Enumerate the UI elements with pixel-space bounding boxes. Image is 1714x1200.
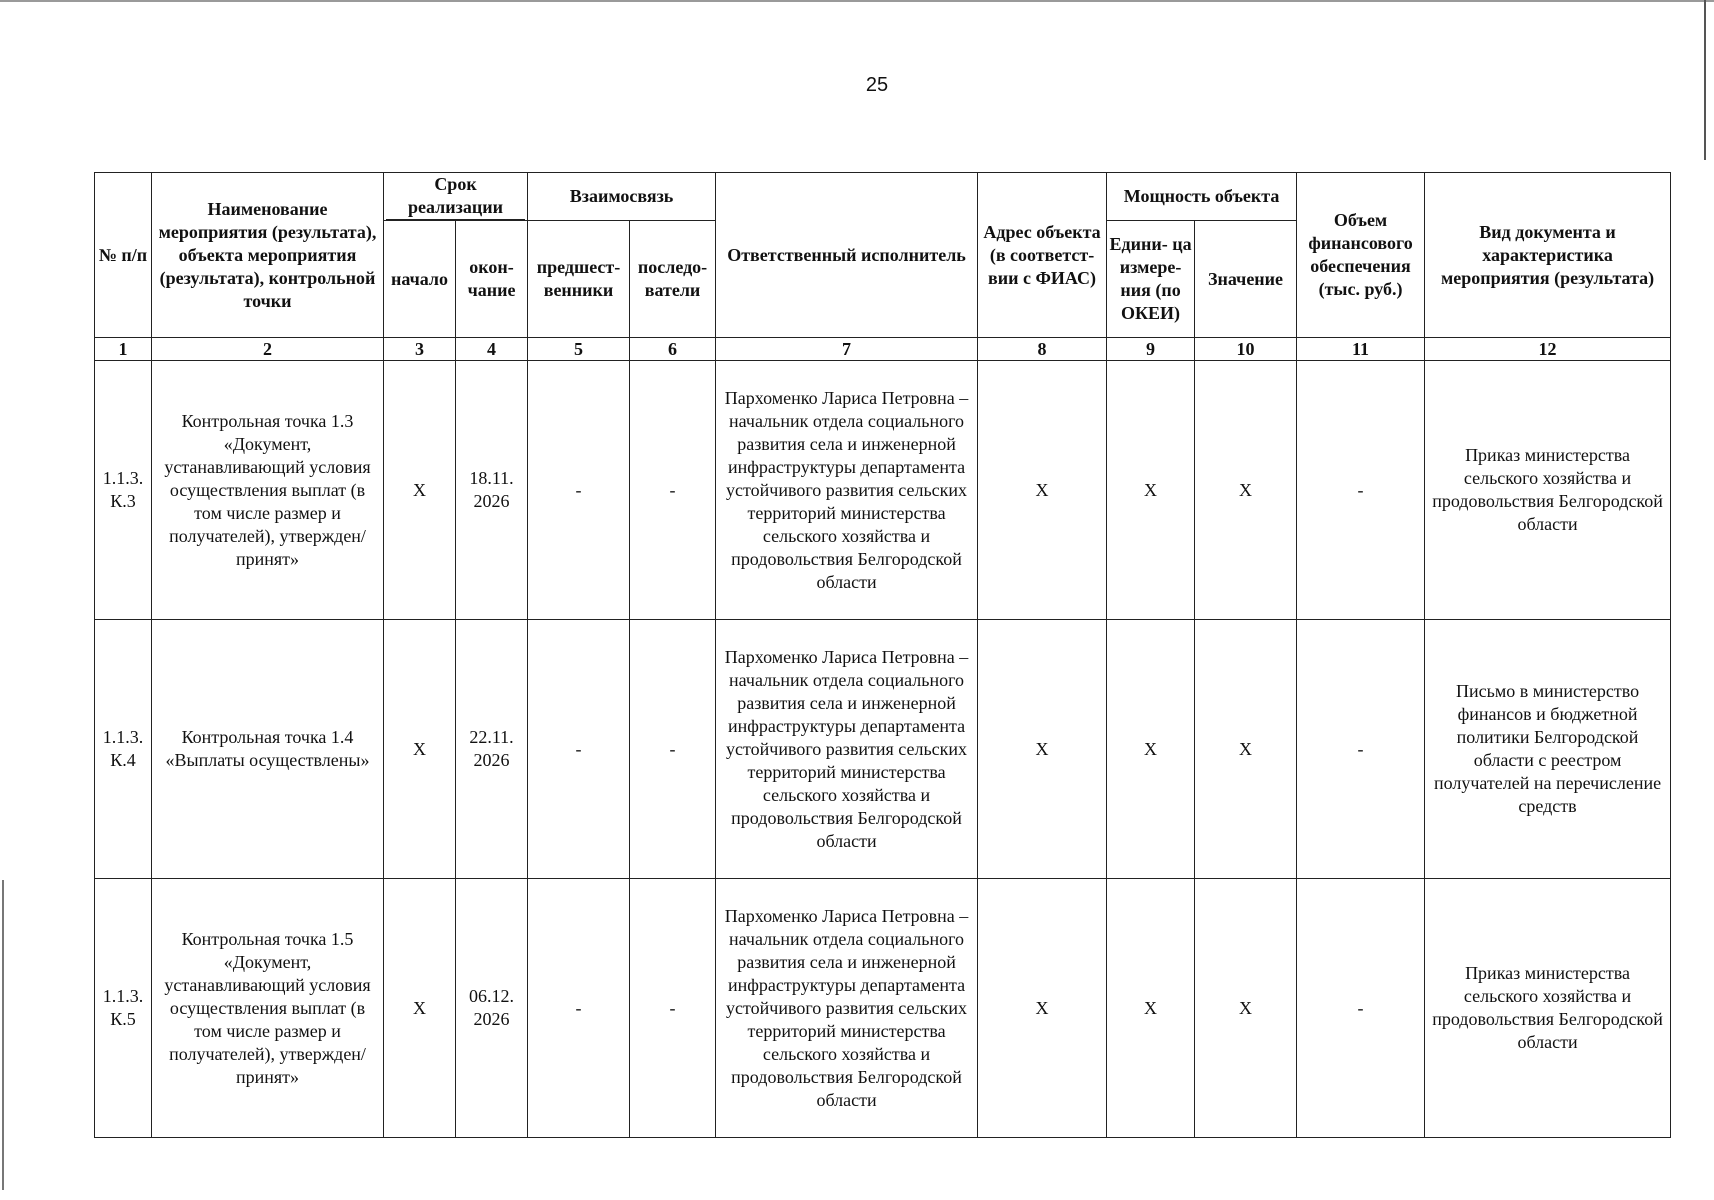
table-row [95, 361, 1671, 620]
row-finance: - [1297, 361, 1425, 620]
row-doc: Письмо в министерство финансов и бюджетной политики Белгородской области с реестром получателей на перечисление средств [1425, 620, 1671, 879]
row-unit: X [1107, 361, 1195, 620]
row-unit: X [1107, 620, 1195, 879]
row-predecessors: - [528, 879, 630, 1138]
plan-table [94, 172, 1671, 1138]
header-doc: Вид документа и характеристика мероприятия (результата) [1425, 173, 1671, 338]
header-predecessors: предшест- венники [528, 221, 630, 338]
page-number: 25 [865, 74, 889, 96]
header-address: Адрес объекта (в соответст- вии с ФИАС) [978, 173, 1107, 338]
row-address: X [978, 879, 1107, 1138]
row-end: 22.11. 2026 [456, 620, 528, 879]
row-unit: X [1107, 879, 1195, 1138]
header-row-top [95, 173, 1671, 221]
row-responsible: Пархоменко Лариса Петровна – начальник отдела социального развития села и инженерной инфраструктуры департамента устойчивого развития сельских территорий министерства сельского хозяйства и продовольствия Белгородской области [716, 879, 978, 1138]
row-finance: - [1297, 620, 1425, 879]
row-address: X [978, 361, 1107, 620]
header-unit: Едини- ца измере- ния (по ОКЕИ) [1107, 221, 1195, 338]
header-srok [384, 173, 528, 221]
column-number: 3 [384, 338, 456, 361]
table-row [95, 879, 1671, 1138]
row-start: X [384, 620, 456, 879]
row-end: 18.11. 2026 [456, 361, 528, 620]
column-number: 2 [152, 338, 384, 361]
row-name: Контрольная точка 1.3 «Документ, устанавливающий условия осуществления выплат (в том числе размер и получателей), утвержден/принят» [152, 361, 384, 620]
column-number: 7 [716, 338, 978, 361]
row-number: 1.1.3. К.3 [95, 361, 152, 620]
row-responsible: Пархоменко Лариса Петровна – начальник отдела социального развития села и инженерной инфраструктуры департамента устойчивого развития сельских территорий министерства сельского хозяйства и продовольствия Белгородской области [716, 620, 978, 879]
column-number: 5 [528, 338, 630, 361]
header-finance: Объем финансового обеспечения (тыс. руб.) [1297, 173, 1425, 338]
column-number: 6 [630, 338, 716, 361]
row-start: X [384, 879, 456, 1138]
row-finance: - [1297, 879, 1425, 1138]
column-number: 12 [1425, 338, 1671, 361]
row-value: X [1195, 620, 1297, 879]
row-name: Контрольная точка 1.4 «Выплаты осуществлены» [152, 620, 384, 879]
table-row [95, 620, 1671, 879]
header-value: Значение [1195, 221, 1297, 338]
header-responsible: Ответственный исполнитель [716, 173, 978, 338]
row-address: X [978, 620, 1107, 879]
header-start: начало [384, 221, 456, 338]
row-number: 1.1.3. К.5 [95, 879, 152, 1138]
row-predecessors: - [528, 361, 630, 620]
column-number: 1 [95, 338, 152, 361]
header-vzaimosvyaz: Взаимосвязь [528, 173, 716, 221]
row-doc: Приказ министерства сельского хозяйства и продовольствия Белгородской области [1425, 361, 1671, 620]
scan-edge-left [2, 880, 4, 1190]
row-end: 06.12. 2026 [456, 879, 528, 1138]
column-number: 8 [978, 338, 1107, 361]
row-start: X [384, 361, 456, 620]
header-name: Наименование мероприятия (результата), объекта мероприятия (результата), контрольной точки [152, 173, 384, 338]
header-no: № п/п [95, 173, 152, 338]
row-value: X [1195, 361, 1297, 620]
row-successors: - [630, 361, 716, 620]
scan-edge-top [0, 0, 1714, 2]
header-successors: последо- ватели [630, 221, 716, 338]
row-value: X [1195, 879, 1297, 1138]
column-number: 4 [456, 338, 528, 361]
header-srok-label: Срок реализации [386, 173, 525, 220]
column-number: 10 [1195, 338, 1297, 361]
column-number-row [95, 338, 1671, 361]
row-doc: Приказ министерства сельского хозяйства и продовольствия Белгородской области [1425, 879, 1671, 1138]
column-number: 11 [1297, 338, 1425, 361]
header-capacity: Мощность объекта [1107, 173, 1297, 221]
header-end: окон- чание [456, 221, 528, 338]
row-name: Контрольная точка 1.5 «Документ, устанавливающий условия осуществления выплат (в том числе размер и получателей), утвержден/принят» [152, 879, 384, 1138]
row-successors: - [630, 879, 716, 1138]
column-number: 9 [1107, 338, 1195, 361]
row-successors: - [630, 620, 716, 879]
row-number: 1.1.3. К.4 [95, 620, 152, 879]
row-predecessors: - [528, 620, 630, 879]
row-responsible: Пархоменко Лариса Петровна – начальник отдела социального развития села и инженерной инфраструктуры департамента устойчивого развития сельских территорий министерства сельского хозяйства и продовольствия Белгородской области [716, 361, 978, 620]
